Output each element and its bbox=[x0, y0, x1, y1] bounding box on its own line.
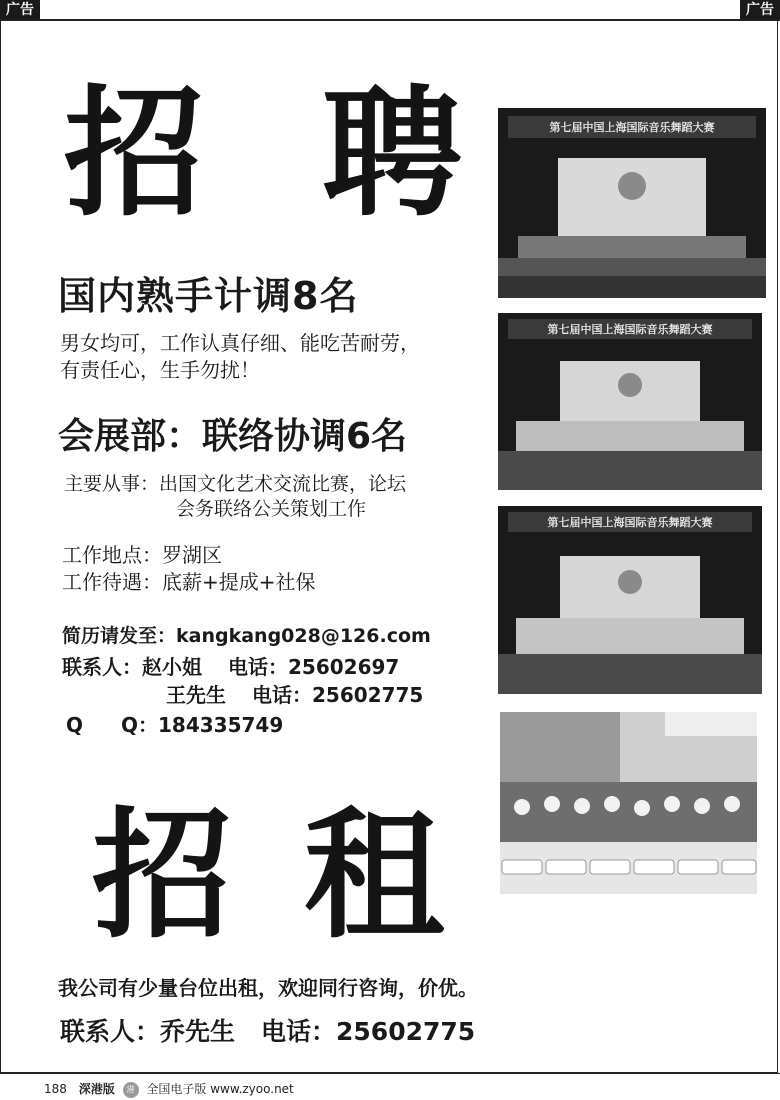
position-1-description bbox=[60, 330, 420, 384]
contact-1-phone: 电话：25602697 bbox=[228, 655, 400, 679]
rent-contact-phone: 电话：25602775 bbox=[261, 1017, 476, 1046]
recruit-title-char-2: 聘 bbox=[322, 72, 463, 236]
resume-email: 简历请发至：kangkang028@126.com bbox=[62, 625, 431, 647]
stage-photo-2 bbox=[498, 313, 762, 490]
position-1-desc-line-2: 有责任心，生手勿扰！ bbox=[60, 358, 260, 382]
photo-2-banner: 第七届中国上海国际音乐舞蹈大赛 bbox=[547, 323, 713, 336]
duty-line-1: 主要从事：出国文化艺术交流比赛，论坛 bbox=[64, 473, 407, 495]
contact-1-name: 联系人：赵小姐 bbox=[62, 655, 202, 679]
contact-2-phone: 电话：25602775 bbox=[252, 683, 424, 707]
work-benefits: 工作待遇：底薪+提成+社保 bbox=[62, 570, 316, 594]
rent-description: 我公司有少量台位出租，欢迎同行咨询，价优。 bbox=[58, 976, 478, 1000]
footer-website: 全国电子版 www.zyoo.net bbox=[146, 1082, 294, 1096]
contact-2 bbox=[166, 679, 423, 708]
edition-label: 深港版 bbox=[78, 1082, 115, 1096]
page-footer bbox=[44, 1080, 294, 1098]
rent-title-char-2: 租 bbox=[304, 794, 445, 958]
position-1-heading: 国内熟手计调8名 bbox=[58, 274, 359, 318]
work-location: 工作地点：罗湖区 bbox=[62, 543, 222, 567]
contact-2-name: 王先生 bbox=[166, 683, 226, 707]
position-1-desc-line-1: 男女均可，工作认真仔细、能吃苦耐劳， bbox=[60, 331, 420, 355]
ad-tag-left: 广告 bbox=[0, 0, 40, 21]
stage-photo-3 bbox=[498, 506, 762, 694]
performers-photo bbox=[500, 712, 757, 894]
qq-number: Q：184335749 bbox=[121, 713, 284, 737]
duty-line-2: 会务联络公关策划工作 bbox=[176, 498, 367, 520]
rent-contact-name: 联系人：乔先生 bbox=[60, 1017, 236, 1046]
position-2-heading: 会展部：联络协调6名 bbox=[58, 416, 408, 457]
photo-1-banner: 第七届中国上海国际音乐舞蹈大赛 bbox=[549, 121, 715, 134]
stage-photo-1 bbox=[498, 108, 766, 298]
contact-1 bbox=[62, 651, 399, 680]
photo-3-banner: 第七届中国上海国际音乐舞蹈大赛 bbox=[547, 516, 713, 529]
qq-label-q: Q bbox=[66, 713, 84, 737]
magazine-logo-icon: 港 bbox=[123, 1082, 139, 1098]
page-number: 188 bbox=[44, 1082, 67, 1096]
footer-rule bbox=[0, 1073, 780, 1074]
rent-contact bbox=[60, 1012, 475, 1048]
ad-tag-right: 广告 bbox=[740, 0, 780, 21]
rent-title-char-1: 招 bbox=[92, 794, 233, 958]
recruit-title-char-1: 招 bbox=[64, 72, 205, 236]
qq-contact bbox=[66, 709, 283, 738]
